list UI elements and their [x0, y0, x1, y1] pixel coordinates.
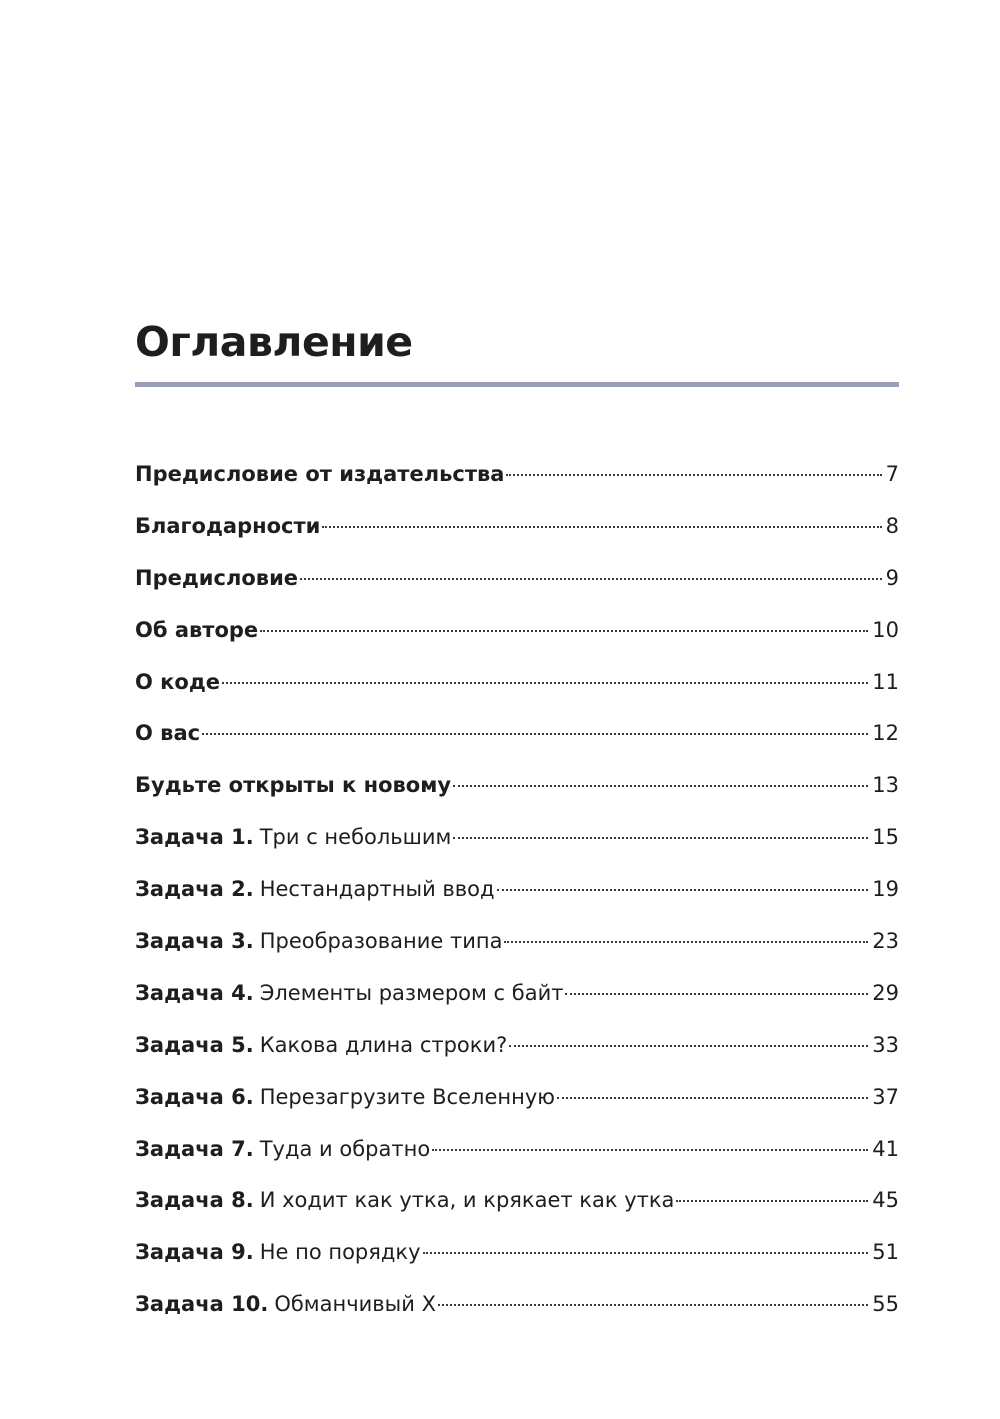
toc-entry-title: Благодарности	[135, 513, 321, 538]
toc-entry-task-10[interactable]	[135, 1284, 899, 1336]
toc-entry-acknowledgements[interactable]	[135, 506, 899, 558]
dot-leader	[322, 526, 881, 528]
toc-entry-about-author[interactable]	[135, 610, 899, 662]
dot-leader	[557, 1097, 868, 1099]
dot-leader	[300, 578, 882, 580]
toc-entry-page: 13	[872, 773, 899, 798]
toc-entry-title: Будьте открыты к новому	[135, 773, 452, 798]
toc-entry-about-code[interactable]	[135, 662, 899, 714]
toc-entry-title: Элементы размером с байт	[259, 980, 564, 1005]
toc-entry-task-9[interactable]	[135, 1232, 899, 1284]
toc-entry-page: 10	[872, 617, 899, 642]
dot-leader	[453, 785, 868, 787]
toc-entry-page: 8	[885, 513, 899, 538]
dot-leader	[423, 1252, 869, 1254]
dot-leader	[438, 1304, 868, 1306]
title-divider	[135, 382, 899, 387]
dot-leader	[565, 993, 868, 995]
toc-entry-task-1[interactable]	[135, 817, 899, 869]
toc-entry-label: Задача 8.	[135, 1188, 254, 1213]
page-title: Оглавление	[135, 318, 413, 366]
toc-entry-title: И ходит как утка, и крякает как утка	[259, 1188, 675, 1213]
toc-entry-preface[interactable]	[135, 558, 899, 610]
toc-entry-page: 11	[872, 669, 899, 694]
toc-entry-page: 7	[885, 462, 899, 486]
toc-entry-label: Задача 9.	[135, 1240, 254, 1265]
toc-entry-publisher-preface[interactable]	[135, 454, 899, 506]
toc-entry-title: Три с небольшим	[259, 825, 452, 850]
toc-entry-label: Задача 1.	[135, 825, 254, 850]
toc-entry-page: 33	[872, 1032, 899, 1057]
toc-entry-title: Не по порядку	[259, 1240, 421, 1265]
toc-entry-label: Задача 6.	[135, 1084, 254, 1109]
dot-leader	[202, 733, 868, 735]
toc-entry-task-7[interactable]	[135, 1129, 899, 1181]
toc-entry-page: 12	[872, 721, 899, 746]
toc-entry-task-5[interactable]	[135, 1025, 899, 1077]
toc-entry-page: 9	[885, 565, 899, 590]
toc-entry-label: Задача 7.	[135, 1136, 254, 1161]
toc-entry-task-4[interactable]	[135, 973, 899, 1025]
toc-entry-title: Предисловие от издательства	[135, 462, 505, 486]
dot-leader	[260, 630, 868, 632]
toc-entry-title: О коде	[135, 669, 221, 694]
toc-entry-title: Об авторе	[135, 617, 259, 642]
dot-leader	[506, 474, 881, 476]
dot-leader	[504, 941, 868, 943]
toc-entry-be-open[interactable]	[135, 765, 899, 817]
dot-leader	[432, 1149, 868, 1151]
toc-entry-title: Обманчивый X	[274, 1292, 436, 1317]
toc-entry-page: 19	[872, 877, 899, 902]
table-of-contents	[135, 454, 899, 1336]
toc-entry-page: 15	[872, 825, 899, 850]
toc-entry-label: Задача 5.	[135, 1032, 254, 1057]
toc-entry-task-6[interactable]	[135, 1077, 899, 1129]
dot-leader	[509, 1045, 868, 1047]
toc-entry-label: Задача 10.	[135, 1292, 269, 1317]
toc-entry-task-3[interactable]	[135, 921, 899, 973]
toc-entry-title: О вас	[135, 721, 201, 746]
toc-entry-page: 45	[872, 1188, 899, 1213]
toc-entry-label: Задача 3.	[135, 929, 254, 954]
toc-entry-label: Задача 4.	[135, 980, 254, 1005]
toc-entry-title: Какова длина строки?	[259, 1032, 508, 1057]
toc-entry-task-2[interactable]	[135, 869, 899, 921]
toc-entry-title: Перезагрузите Вселенную	[259, 1084, 555, 1109]
dot-leader	[497, 889, 869, 891]
toc-entry-title: Преобразование типа	[259, 929, 503, 954]
toc-entry-page: 37	[872, 1084, 899, 1109]
toc-entry-task-8[interactable]	[135, 1180, 899, 1232]
toc-entry-page: 29	[872, 980, 899, 1005]
toc-entry-label: Задача 2.	[135, 877, 254, 902]
dot-leader	[222, 682, 868, 684]
dot-leader	[676, 1200, 868, 1202]
toc-entry-title: Нестандартный ввод	[259, 877, 495, 902]
toc-entry-page: 23	[872, 929, 899, 954]
toc-entry-page: 51	[872, 1240, 899, 1265]
toc-entry-title: Предисловие	[135, 565, 299, 590]
toc-entry-page: 41	[872, 1136, 899, 1161]
toc-entry-about-you[interactable]	[135, 713, 899, 765]
dot-leader	[453, 837, 868, 839]
toc-entry-title: Туда и обратно	[259, 1136, 431, 1161]
toc-entry-page: 55	[872, 1292, 899, 1317]
